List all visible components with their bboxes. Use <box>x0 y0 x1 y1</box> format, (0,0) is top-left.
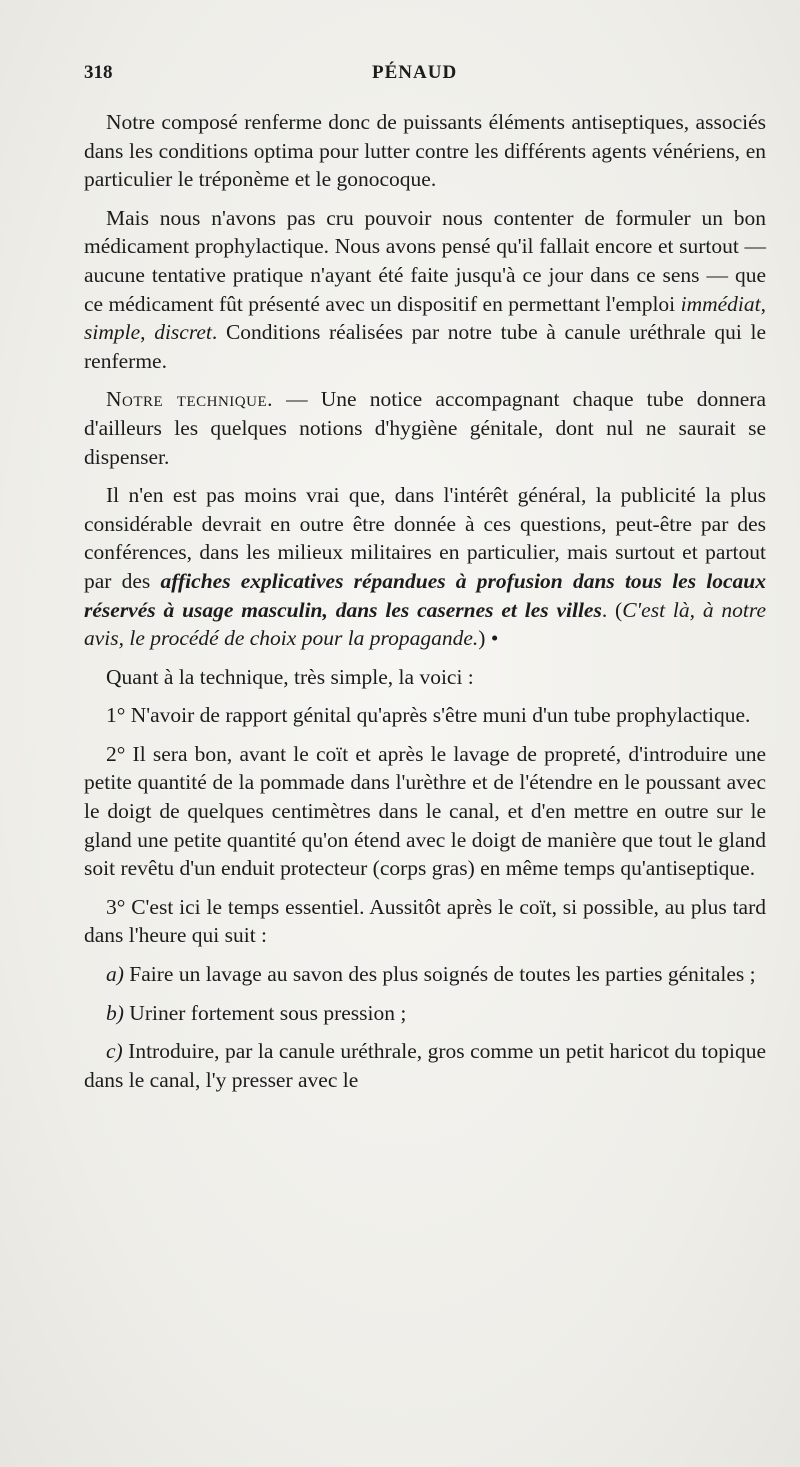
paragraph-text: . Conditions réalisées par notre tube à canule uréthrale qui le renferme. <box>84 320 767 373</box>
italic-term: simple <box>84 320 141 345</box>
page-header <box>84 62 760 88</box>
paragraph-text: 3° C'est ici le temps essentiel. Aussitôt après le coït, si possible, au plus tard dans l'heure qui suit : <box>84 894 766 948</box>
paragraph-text: Uriner fortement sous pression ; <box>123 1000 407 1025</box>
item-marker: b) <box>106 1000 124 1025</box>
item-marker: c) <box>106 1039 123 1064</box>
paragraph-text: Quant à la technique, très simple, la voici : <box>106 664 474 689</box>
paragraph-text: — Une notice accompagnant chaque tube donnera d'ailleurs les quelques notions d'hygiène génitale, dont nul ne saurait se dispenser. <box>84 387 767 469</box>
paragraph-text: . ( <box>601 597 623 622</box>
italic-term: immédiat <box>680 291 761 316</box>
running-title: PÉNAUD <box>372 62 458 83</box>
page-number: 318 <box>84 62 113 83</box>
list-item <box>84 740 766 883</box>
paragraph <box>84 663 766 692</box>
paragraph-text: Faire un lavage au savon des plus soignés de toutes les parties génitales ; <box>123 962 756 987</box>
paragraph <box>84 385 766 471</box>
list-item <box>84 893 766 950</box>
body-text <box>84 108 766 1104</box>
paragraph-text: ) • <box>478 626 499 651</box>
sub-list-item <box>84 999 766 1028</box>
item-marker: a) <box>106 962 124 987</box>
separator: , <box>140 320 155 345</box>
sub-list-item <box>84 1037 766 1094</box>
list-item <box>84 701 766 730</box>
paragraph-text: 1° N'avoir de rapport génital qu'après s'être muni d'un tube prophylactique. <box>106 703 751 728</box>
emphasis-text: affiches explicatives répandues à profusion dans tous les locaux réservés à usage masculin, dans les casernes et les villes <box>84 568 766 622</box>
paragraph <box>84 108 766 194</box>
paragraph-text: Mais nous n'avons pas cru pouvoir nous contenter de formuler un bon médicament prophylactique. Nous avons pensé qu'il fallait encore et surtout — aucune tentative pratique n'ayant été faite jusqu'à ce jour dans ce sens — que ce médicament fût présenté avec un dispositif en permettant l'emploi <box>84 205 766 316</box>
paragraph-text: Notre composé renferme donc de puissants éléments antiseptiques, associés dans les conditions optima pour lutter contre les différents agents vénériens, en particulier le tréponème et le gonocoque. <box>84 110 766 192</box>
italic-term: discret <box>154 320 212 345</box>
paragraph <box>84 481 766 653</box>
paragraph <box>84 204 766 376</box>
paragraph-text: Il n'en est pas moins vrai que, dans l'intérêt général, la publicité la plus considérable devrait en outre être donnée à ces questions, peut-être par des conférences, dans les milieux militaires en particulier, mais surtout et partout par des <box>84 483 766 593</box>
separator: , <box>760 291 766 316</box>
italic-text: C'est là, à notre avis, le procédé de choix pour la propagande. <box>84 597 766 651</box>
section-heading: Notre technique. <box>106 387 274 412</box>
paragraph-text: Introduire, par la canule uréthrale, gros comme un petit haricot du topique dans le canal, l'y presser avec le <box>84 1039 766 1092</box>
paragraph-text: 2° Il sera bon, avant le coït et après le lavage de propreté, d'introduire une petite quantité de la pommade dans l'urèthre et de l'étendre en le poussant avec le doigt de quelques centimètres dans le canal, et d'en mettre en outre sur le gland une petite quantité qu'on étend avec le doigt de manière que tout le gland soit revêtu d'un enduit protecteur (corps gras) en même temps qu'antiseptique. <box>84 741 766 881</box>
sub-list-item <box>84 960 766 989</box>
